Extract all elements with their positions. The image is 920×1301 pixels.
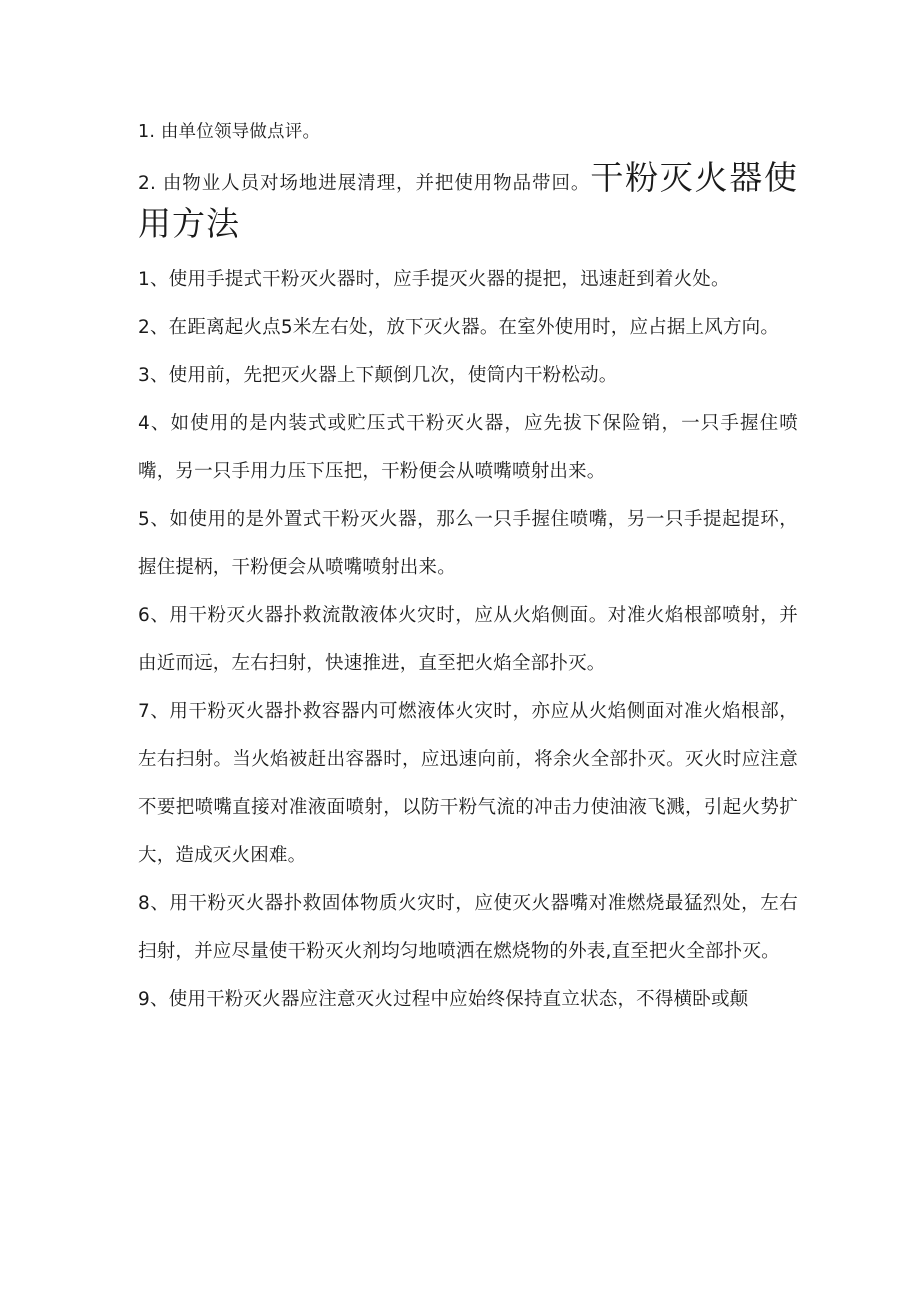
step-7: 7、用干粉灭火器扑救容器内可燃液体火灾时，亦应从火焰侧面对准火焰根部，左右扫射。当火焰被赶出容器时，应迅速向前，将余火全部扑灭。灭火时应注意不要把喷嘴直接对准液面喷射，以防干粉气流的冲击力使油液飞溅，引起火势扩大，造成灭火困难。 xyxy=(138,701,798,866)
step-6: 6、用干粉灭火器扑救流散液体火灾时，应从火焰侧面。对准火焰根部喷射，并由近而远，左右扫射，快速推进，直至把火焰全部扑灭。 xyxy=(138,605,798,674)
step-8: 8、用干粉灭火器扑救固体物质火灾时，应使灭火器嘴对准燃烧最猛烈处，左右扫射，并应尽量使干粉灭火剂均匀地喷洒在燃烧物的外表,直至把火全部扑灭。 xyxy=(138,893,798,962)
section-heading: 干粉灭火器使用方法 xyxy=(138,158,798,243)
step-4: 4、如使用的是内装式或贮压式干粉灭火器，应先拔下保险销，一只手握住喷嘴，另一只手用力压下压把，干粉便会从喷嘴喷射出来。 xyxy=(138,413,798,482)
document-body xyxy=(138,112,798,1024)
step-9: 9、使用干粉灭火器应注意灭火过程中应始终保持直立状态，不得横卧或颠 xyxy=(138,989,749,1010)
closing-item-2: 2. 由物业人员对场地进展清理，并把使用物品带回。 xyxy=(138,173,591,194)
closing-item-1: 1. 由单位领导做点评。 xyxy=(138,122,321,142)
step-3: 3、使用前，先把灭火器上下颠倒几次，使筒内干粉松动。 xyxy=(138,365,618,386)
step-2: 2、在距离起火点5米左右处，放下灭火器。在室外使用时，应占据上风方向。 xyxy=(138,317,780,338)
step-1: 1、使用手提式干粉灭火器时，应手提灭火器的提把，迅速赶到着火处。 xyxy=(138,269,730,290)
step-5: 5、如使用的是外置式干粉灭火器，那么一只手握住喷嘴，另一只手提起提环，握住提柄，干粉便会从喷嘴喷射出来。 xyxy=(138,509,798,578)
closing-item-2-with-heading xyxy=(138,158,798,250)
